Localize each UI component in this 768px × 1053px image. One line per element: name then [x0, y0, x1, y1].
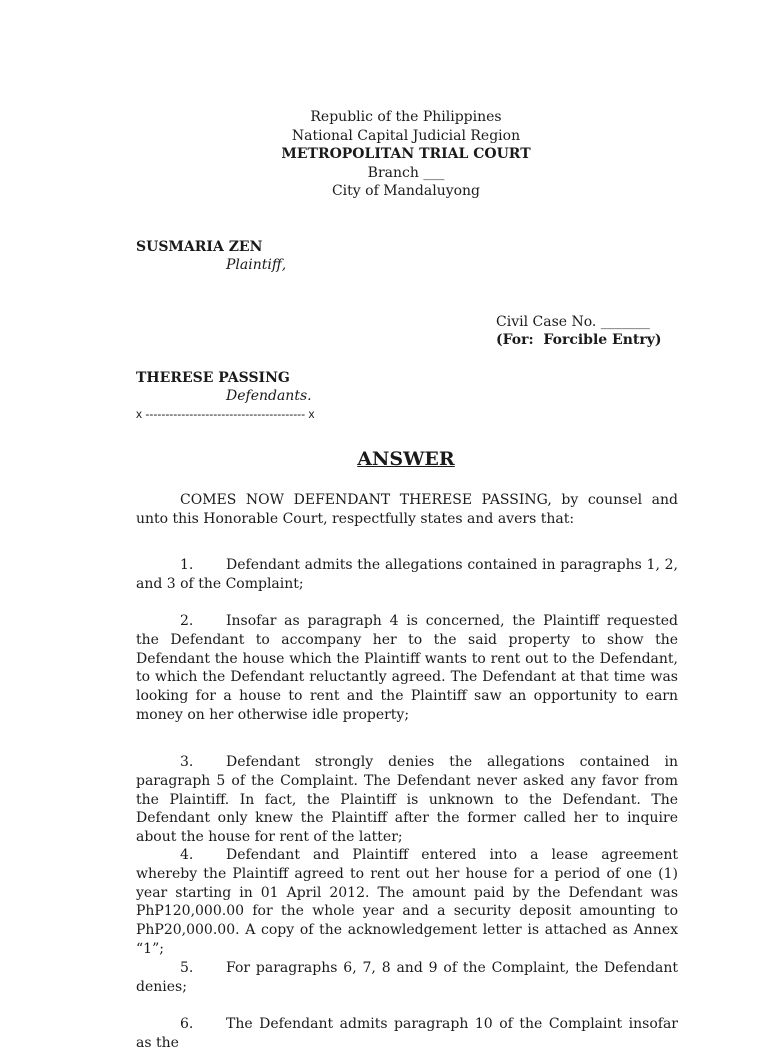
paragraph-4: [136, 846, 678, 959]
header-branch: Branch ___: [367, 164, 445, 181]
header-region: National Capital Judicial Region: [291, 127, 521, 144]
paragraph-2: [136, 612, 678, 725]
header-court: METROPOLITAN TRIAL COURT: [281, 146, 531, 162]
paragraph-text: Defendant admits the allegations contained in paragraphs 1, 2, and 3 of the Complaint;: [136, 557, 678, 592]
paragraph-3: [136, 753, 678, 847]
paragraph-6: [136, 1015, 678, 1053]
paragraph-number: 1.: [180, 557, 194, 573]
paragraph-number: 2.: [180, 613, 194, 629]
paragraph-text: Defendant strongly denies the allegations contained in paragraph 5 of the Complaint. The Defendant never asked any favor from the Plaintiff. In fact, the Plaintiff is unknown to the Defendant. The Defendant only knew the Plaintiff after the former called her to inquire about the house for rent of the latter;: [136, 754, 678, 846]
header-city: City of Mandaluyong: [331, 183, 481, 199]
case-number: Civil Case No. _______: [496, 314, 650, 330]
paragraph-text: The Defendant admits paragraph 10 of the Complaint insofar as the: [136, 1016, 678, 1051]
document-title: ANSWER: [357, 448, 455, 470]
defendant-name: THERESE PASSING: [136, 370, 290, 386]
court-header: [0, 108, 768, 201]
paragraph-text: For paragraphs 6, 7, 8 and 9 of the Complaint, the Defendant denies;: [136, 960, 678, 995]
intro-paragraph: COMES NOW DEFENDANT THERESE PASSING, by counsel and unto this Honorable Court, respectfully states and avers that:: [136, 492, 678, 527]
paragraph-text: Defendant and Plaintiff entered into a lease agreement whereby the Plaintiff agreed to rent out her house for a period of one (1) year starting in 01 April 2012. The amount paid by the Defendant was PhP120,000.00 for the whole year and a security deposit amounting to PhP20,000.00. A copy of the acknowledgement letter is attached as Annex “1”;: [136, 847, 678, 957]
paragraph-text: Insofar as paragraph 4 is concerned, the Plaintiff requested the Defendant to accompany her to the said property to show the Defendant the house which the Plaintiff wants to rent out to the Defendant, to which the Defendant reluctantly agreed. The Defendant at that time was looking for a house to rent and the Plaintiff saw an opportunity to earn money on her otherwise idle property;: [136, 613, 678, 723]
header-republic: Republic of the Philippines: [310, 109, 502, 125]
paragraph-number: 6.: [180, 1016, 194, 1032]
plaintiff-role: Plaintiff,: [226, 257, 287, 273]
paragraph-5: [136, 959, 678, 997]
paragraph-number: 5.: [180, 960, 194, 976]
plaintiff-name: SUSMARIA ZEN: [136, 239, 263, 255]
caption-separator: x ---------------------------------------- x: [136, 407, 315, 421]
defendant-role: Defendants.: [226, 388, 312, 404]
paragraph-number: 3.: [180, 754, 194, 770]
paragraph-1: [136, 556, 678, 594]
case-type: (For: Forcible Entry): [496, 332, 662, 348]
paragraph-number: 4.: [180, 847, 194, 863]
